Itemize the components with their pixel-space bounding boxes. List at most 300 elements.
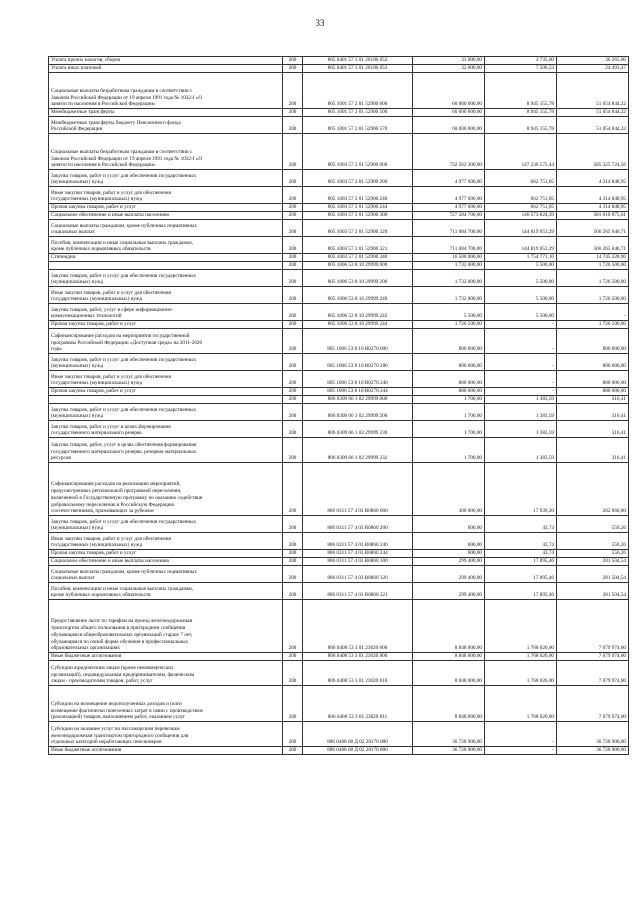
row-name-cell	[49, 287, 283, 304]
row-unexecuted-amount-cell	[557, 421, 629, 438]
row-approved-amount-text: 5 500,00	[463, 313, 482, 320]
row-executed-amount-cell	[485, 371, 557, 388]
row-unexecuted-amount-cell	[557, 516, 629, 533]
row-unexecuted-amount-text: 800 000,00	[602, 363, 626, 370]
row-name-cell	[49, 747, 283, 755]
table-row	[49, 304, 629, 321]
row-name-text: Субсидии на оказание услуг по пассажирским перевозкам железнодорожным транспортом пригородного сообщения для отдельных категорий неработающих пенсионеров	[51, 725, 189, 746]
row-executed-amount-cell	[485, 661, 557, 686]
row-approved-amount-cell	[413, 187, 485, 204]
row-approved-amount-text: 4 977 600,00	[454, 179, 482, 186]
table-row	[49, 438, 629, 463]
row-executed-amount-text: 1 768 026,00	[526, 653, 554, 660]
row-classification-code-text: 806 0408 53 3 01 23020 810	[327, 678, 388, 685]
row-approved-amount-text: 4 977 600,00	[454, 196, 482, 203]
row-name-text: Субсидии юридическим лицам (кроме некоммерческих организаций), индивидуальным предпринимателям, физическим лицам - производителям товаров, работ, услуг	[51, 664, 195, 685]
row-executed-amount-text: 5 500,00	[535, 279, 554, 286]
row-unexecuted-amount-text: 7 079 974,00	[598, 653, 626, 660]
row-line-code-cell	[283, 686, 303, 722]
row-classification-code-text: 806 0408 68 Д 02 28170 000	[327, 739, 388, 746]
row-executed-amount-cell	[485, 254, 557, 262]
row-unexecuted-amount-text: 281 504,54	[602, 575, 626, 582]
row-unexecuted-amount-text: 585 325 724,56	[593, 162, 626, 169]
row-name-text: Социальное обеспечение и иные выплаты населению	[51, 558, 170, 565]
row-approved-amount-text: 4 977 600,00	[454, 204, 482, 211]
row-line-code-cell	[283, 371, 303, 388]
row-name-cell	[49, 262, 283, 270]
row-approved-amount-text: 1 732 000,00	[454, 262, 482, 269]
row-line-code-cell	[283, 212, 303, 220]
row-classification-code-text: 805 1006 53 8 10 R0270 240	[327, 380, 388, 387]
row-classification-code-cell	[303, 57, 413, 65]
row-name-cell	[49, 583, 283, 600]
row-line-code-text: 200	[288, 363, 297, 370]
row-name-cell	[49, 421, 283, 438]
row-name-text: Межбюджетные трансферты бюджету Пенсионного фонда Российской Федерации	[51, 119, 181, 133]
row-line-code-cell	[283, 421, 303, 438]
row-classification-code-cell	[303, 237, 413, 254]
row-classification-code-cell	[303, 421, 413, 438]
row-executed-amount-text: 5 500,00	[535, 313, 554, 320]
row-line-code-text: 200	[288, 455, 297, 462]
row-unexecuted-amount-text: 36 728 900,00	[596, 747, 626, 754]
table-row	[49, 661, 629, 686]
row-unexecuted-amount-cell	[557, 170, 629, 187]
row-executed-amount-cell	[485, 388, 557, 396]
row-unexecuted-amount-text: 316,41	[611, 396, 626, 403]
row-line-code-cell	[283, 321, 303, 329]
row-line-code-text: 200	[288, 747, 297, 754]
row-unexecuted-amount-text: 281 504,54	[602, 558, 626, 565]
row-name-cell	[49, 270, 283, 287]
row-executed-amount-cell	[485, 73, 557, 109]
row-unexecuted-amount-cell	[557, 583, 629, 600]
row-executed-amount-cell	[485, 421, 557, 438]
row-name-text: Закупка товаров, работ, услуг в целях обеспечения формирования государственного материального резерва, резервов материальных ресурсов	[51, 441, 197, 462]
page-number: 33	[315, 18, 325, 28]
table-row	[49, 262, 629, 270]
table-row	[49, 329, 629, 354]
table-row	[49, 109, 629, 117]
row-classification-code-cell	[303, 304, 413, 321]
row-line-code-text: 200	[288, 592, 297, 599]
row-approved-amount-cell	[413, 65, 485, 73]
row-classification-code-cell	[303, 438, 413, 463]
row-unexecuted-amount-text: 1 726 500,00	[598, 262, 626, 269]
row-approved-amount-text: 800 000,00	[458, 363, 482, 370]
row-line-code-cell	[283, 262, 303, 270]
row-classification-code-cell	[303, 204, 413, 212]
table-row	[49, 187, 629, 204]
row-executed-amount-cell	[485, 600, 557, 653]
row-classification-code-cell	[303, 747, 413, 755]
row-unexecuted-amount-cell	[557, 438, 629, 463]
row-unexecuted-amount-cell	[557, 254, 629, 262]
row-classification-code-cell	[303, 187, 413, 204]
row-name-text: Закупка товаров, работ и услуг для обеспечения государственных (муниципальных) нужд	[51, 172, 197, 186]
row-line-code-cell	[283, 463, 303, 516]
row-executed-amount-cell	[485, 204, 557, 212]
row-unexecuted-amount-text: 800 000,00	[602, 388, 626, 395]
row-name-text: Иные закупки товаров, работ и услуг для обеспечения государственных (муниципальных) нужд	[51, 535, 171, 549]
row-unexecuted-amount-cell	[557, 109, 629, 117]
row-unexecuted-amount-cell	[557, 187, 629, 204]
row-classification-code-cell	[303, 566, 413, 583]
row-name-text: Иные бюджетные ассигнования	[51, 653, 122, 660]
row-line-code-cell	[283, 388, 303, 396]
row-executed-amount-text: 17 939,20	[533, 508, 554, 515]
row-classification-code-cell	[303, 287, 413, 304]
table-row	[49, 65, 629, 73]
row-line-code-cell	[283, 220, 303, 237]
row-approved-amount-cell	[413, 329, 485, 354]
row-executed-amount-text: 662 751,05	[530, 204, 554, 211]
row-executed-amount-text: -	[552, 388, 554, 395]
row-line-code-cell	[283, 57, 303, 65]
row-name-text: Пособия, компенсации и иные социальные выплаты гражданам, кроме публичных нормативных обязательств	[51, 239, 193, 253]
row-classification-code-cell	[303, 109, 413, 117]
row-classification-code-text: 806 0311 57 4 03 R0860 321	[327, 592, 388, 599]
row-approved-amount-cell	[413, 371, 485, 388]
table-row	[49, 117, 629, 134]
row-line-code-text: 200	[288, 413, 297, 420]
row-executed-amount-text: 17 895,46	[533, 575, 554, 582]
row-name-text: Закупка товаров, работ и услуг для обеспечения государственных (муниципальных) нужд	[51, 356, 197, 370]
row-name-text: Социальные выплаты гражданам, кроме публичных нормативных социальных выплат	[51, 568, 197, 582]
row-approved-amount-cell	[413, 170, 485, 187]
row-unexecuted-amount-cell	[557, 747, 629, 755]
row-unexecuted-amount-text: 4 314 848,95	[598, 196, 626, 203]
row-line-code-text: 200	[288, 550, 297, 557]
row-unexecuted-amount-text: 1 726 500,00	[598, 321, 626, 328]
table-row	[49, 134, 629, 170]
row-unexecuted-amount-cell	[557, 237, 629, 254]
row-name-text: Иные бюджетные ассигнования	[51, 747, 122, 754]
row-unexecuted-amount-text: 7 079 974,00	[598, 678, 626, 685]
row-line-code-cell	[283, 117, 303, 134]
row-line-code-cell	[283, 566, 303, 583]
row-line-code-text: 200	[288, 212, 297, 219]
row-line-code-text: 200	[288, 254, 297, 261]
row-classification-code-cell	[303, 270, 413, 287]
row-name-cell	[49, 187, 283, 204]
row-executed-amount-text: -	[552, 346, 554, 353]
row-classification-code-text: 805 1006 53 8 10 29999 200	[327, 279, 388, 286]
table-row	[49, 722, 629, 747]
row-name-cell	[49, 237, 283, 254]
row-line-code-text: 200	[288, 126, 297, 133]
row-executed-amount-text: 2 735,00	[535, 57, 554, 64]
row-executed-amount-text: 662 751,05	[530, 179, 554, 186]
table-row	[49, 220, 629, 237]
row-executed-amount-text: 5 500,00	[535, 296, 554, 303]
row-executed-amount-text: 144 819 053,29	[521, 229, 554, 236]
row-unexecuted-amount-cell	[557, 600, 629, 653]
row-approved-amount-cell	[413, 117, 485, 134]
row-approved-amount-text: 800 000,00	[458, 380, 482, 387]
row-line-code-cell	[283, 304, 303, 321]
row-name-text: Уплата иных платежей	[51, 65, 102, 72]
row-approved-amount-cell	[413, 73, 485, 109]
row-approved-amount-text: 800 000,00	[458, 388, 482, 395]
row-line-code-cell	[283, 533, 303, 550]
table-row	[49, 404, 629, 421]
row-executed-amount-text: 7 506,53	[535, 65, 554, 72]
row-name-text: Софинансирование расходов на реализацию мероприятий, предусмотренных региональной программой переселения, включенной в Государственную программу по оказанию содействия добровольному переселению в Российскую Федерацию соотечественников, проживающих за рубежом	[51, 481, 203, 515]
table-row	[49, 516, 629, 533]
row-approved-amount-text: 727 584 700,00	[449, 212, 482, 219]
row-classification-code-cell	[303, 170, 413, 187]
row-approved-amount-cell	[413, 550, 485, 558]
row-unexecuted-amount-text: 316,41	[611, 413, 626, 420]
row-classification-code-text: 805 1003 57 2 01 52900 321	[327, 246, 388, 253]
table-row	[49, 170, 629, 187]
row-classification-code-cell	[303, 653, 413, 661]
row-unexecuted-amount-cell	[557, 558, 629, 566]
row-unexecuted-amount-text: 800 000,00	[602, 346, 626, 353]
row-executed-amount-cell	[485, 109, 557, 117]
row-classification-code-text: 805 1006 53 8 10 R0270 244	[327, 388, 388, 395]
row-name-cell	[49, 438, 283, 463]
row-classification-code-text: 806 0311 57 4 03 R0860 300	[327, 558, 388, 565]
row-classification-code-text: 805 1003 57 2 01 52900 240	[327, 196, 388, 203]
row-line-code-cell	[283, 583, 303, 600]
row-name-cell	[49, 329, 283, 354]
row-approved-amount-text: 33 000,00	[461, 57, 482, 64]
row-approved-amount-text: 300 000,00	[458, 508, 482, 515]
row-classification-code-text: 806 0408 53 3 01 23020 800	[327, 653, 388, 660]
row-classification-code-cell	[303, 396, 413, 404]
row-approved-amount-cell	[413, 583, 485, 600]
row-unexecuted-amount-cell	[557, 329, 629, 354]
row-classification-code-text: 806 0309 66 1 02 29999 000	[327, 396, 388, 403]
row-executed-amount-cell	[485, 463, 557, 516]
row-name-cell	[49, 254, 283, 262]
row-line-code-text: 200	[288, 542, 297, 549]
row-classification-code-cell	[303, 516, 413, 533]
row-executed-amount-cell	[485, 583, 557, 600]
row-line-code-text: 200	[288, 430, 297, 437]
row-unexecuted-amount-text: 51 054 844,22	[596, 126, 626, 133]
row-unexecuted-amount-text: 1 726 500,00	[598, 279, 626, 286]
row-approved-amount-cell	[413, 653, 485, 661]
row-unexecuted-amount-text: 24 493,47	[605, 65, 626, 72]
row-name-cell	[49, 117, 283, 134]
row-classification-code-cell	[303, 117, 413, 134]
row-executed-amount-cell	[485, 170, 557, 187]
row-line-code-cell	[283, 661, 303, 686]
row-name-cell	[49, 516, 283, 533]
row-name-text: Закупка товаров, работ и услуг для обеспечения государственных (муниципальных) нужд	[51, 272, 197, 286]
table-row	[49, 686, 629, 722]
row-name-cell	[49, 65, 283, 73]
row-unexecuted-amount-cell	[557, 550, 629, 558]
row-line-code-text: 200	[288, 678, 297, 685]
row-executed-amount-text: 1 383,59	[535, 455, 554, 462]
row-executed-amount-cell	[485, 304, 557, 321]
row-unexecuted-amount-cell	[557, 661, 629, 686]
row-classification-code-text: 805 1001 57 2 01 52900 000	[327, 101, 388, 108]
row-name-text: Иные закупки товаров, работ и услуг для обеспечения государственных (муниципальных) нужд	[51, 289, 171, 303]
row-classification-code-cell	[303, 550, 413, 558]
row-approved-amount-text: 60 000 000,00	[452, 109, 482, 116]
row-line-code-text: 200	[288, 196, 297, 203]
row-executed-amount-text: 144 819 053,29	[521, 246, 554, 253]
row-executed-amount-text: 1 768 026,00	[526, 678, 554, 685]
row-name-cell	[49, 600, 283, 653]
row-line-code-cell	[283, 600, 303, 653]
row-line-code-cell	[283, 204, 303, 212]
row-unexecuted-amount-cell	[557, 117, 629, 134]
row-executed-amount-cell	[485, 566, 557, 583]
table-row	[49, 558, 629, 566]
row-approved-amount-cell	[413, 270, 485, 287]
row-name-text: Пособия, компенсации и иные социальные выплаты гражданам, кроме публичных нормативных обязательств	[51, 585, 193, 599]
row-approved-amount-cell	[413, 388, 485, 396]
row-name-cell	[49, 354, 283, 371]
row-name-text: Социальные выплаты гражданам, кроме публичных нормативных социальных выплат	[51, 222, 197, 236]
row-unexecuted-amount-cell	[557, 653, 629, 661]
row-executed-amount-cell	[485, 57, 557, 65]
row-unexecuted-amount-text: 800 000,00	[602, 380, 626, 387]
row-name-text: Социальное обеспечение и иные выплаты населению	[51, 212, 170, 219]
row-approved-amount-text: 600,00	[467, 550, 482, 557]
row-line-code-cell	[283, 170, 303, 187]
row-executed-amount-cell	[485, 220, 557, 237]
row-approved-amount-text: 711 084 700,00	[449, 246, 482, 253]
row-approved-amount-cell	[413, 287, 485, 304]
row-line-code-text: 200	[288, 109, 297, 116]
row-approved-amount-cell	[413, 254, 485, 262]
table-row	[49, 270, 629, 287]
row-line-code-text: 200	[288, 162, 297, 169]
table-row	[49, 653, 629, 661]
row-executed-amount-text: 8 945 155,78	[526, 126, 554, 133]
row-executed-amount-cell	[485, 653, 557, 661]
row-approved-amount-cell	[413, 262, 485, 270]
row-approved-amount-text: 32 000,00	[461, 65, 482, 72]
row-approved-amount-text: 732 562 300,00	[449, 162, 482, 169]
row-approved-amount-cell	[413, 600, 485, 653]
row-executed-amount-text: 662 751,05	[530, 196, 554, 203]
row-name-cell	[49, 396, 283, 404]
row-line-code-cell	[283, 287, 303, 304]
row-approved-amount-text: 600,00	[467, 542, 482, 549]
row-unexecuted-amount-text: 14 745 228,90	[596, 254, 626, 261]
row-executed-amount-cell	[485, 270, 557, 287]
budget-execution-table	[48, 56, 629, 755]
row-executed-amount-cell	[485, 187, 557, 204]
row-name-text: Иные закупки товаров, работ и услуг для обеспечения государственных (муниципальных) нужд	[51, 189, 171, 203]
row-classification-code-cell	[303, 134, 413, 170]
row-approved-amount-cell	[413, 109, 485, 117]
row-executed-amount-cell	[485, 396, 557, 404]
table-row	[49, 533, 629, 550]
row-unexecuted-amount-cell	[557, 388, 629, 396]
row-line-code-text: 200	[288, 313, 297, 320]
row-classification-code-cell	[303, 600, 413, 653]
row-approved-amount-cell	[413, 438, 485, 463]
table-row	[49, 550, 629, 558]
row-unexecuted-amount-text: 1 726 500,00	[598, 296, 626, 303]
row-executed-amount-cell	[485, 262, 557, 270]
row-approved-amount-cell	[413, 686, 485, 722]
row-classification-code-text: 805 1006 53 8 10 R0270 000	[327, 346, 388, 353]
row-approved-amount-text: 711 084 700,00	[449, 229, 482, 236]
row-unexecuted-amount-cell	[557, 722, 629, 747]
row-executed-amount-cell	[485, 533, 557, 550]
row-classification-code-text: 806 0309 66 1 02 29999 232	[327, 455, 388, 462]
row-name-cell	[49, 566, 283, 583]
row-classification-code-text: 805 0401 57 3 01 20190 852	[327, 57, 388, 64]
row-executed-amount-cell	[485, 722, 557, 747]
row-classification-code-cell	[303, 262, 413, 270]
row-classification-code-text: 805 1001 57 2 01 52900 570	[327, 126, 388, 133]
row-classification-code-text: 806 0408 53 3 01 23020 811	[327, 714, 388, 721]
row-unexecuted-amount-cell	[557, 686, 629, 722]
row-line-code-text: 200	[288, 508, 297, 515]
row-executed-amount-cell	[485, 550, 557, 558]
row-approved-amount-text: 1 726 500,00	[454, 321, 482, 328]
row-unexecuted-amount-cell	[557, 220, 629, 237]
row-line-code-text: 200	[288, 525, 297, 532]
row-classification-code-cell	[303, 661, 413, 686]
row-name-text: Предоставление льгот по тарифам на проезд железнодорожным транспортом общего пользования в пригородном сообщении обучающимся общеобразовательных организаций старше 7 лет, обучающимся по очной форме обучения в профессиональных образовательных организациях	[51, 618, 193, 652]
row-executed-amount-cell	[485, 558, 557, 566]
row-line-code-text: 200	[288, 396, 297, 403]
row-line-code-text: 200	[288, 279, 297, 286]
row-executed-amount-cell	[485, 134, 557, 170]
table-row	[49, 396, 629, 404]
row-executed-amount-text: -	[552, 380, 554, 387]
row-classification-code-text: 806 0408 53 3 01 23020 000	[327, 645, 388, 652]
table-row	[49, 321, 629, 329]
row-classification-code-text: 806 0311 57 4 03 R0860 240	[327, 542, 388, 549]
row-line-code-cell	[283, 722, 303, 747]
row-unexecuted-amount-cell	[557, 287, 629, 304]
row-executed-amount-text: 43,74	[542, 550, 554, 557]
row-name-cell	[49, 388, 283, 396]
row-unexecuted-amount-text: 36 728 900,00	[596, 739, 626, 746]
row-unexecuted-amount-text: 556,26	[611, 525, 626, 532]
row-line-code-cell	[283, 516, 303, 533]
table-row	[49, 583, 629, 600]
row-name-cell	[49, 550, 283, 558]
row-unexecuted-amount-text: 282 060,80	[602, 508, 626, 515]
row-classification-code-text: 805 1006 53 8 10 R0270 200	[327, 363, 388, 370]
row-line-code-cell	[283, 109, 303, 117]
row-unexecuted-amount-cell	[557, 204, 629, 212]
row-unexecuted-amount-text: 4 314 848,95	[598, 204, 626, 211]
row-approved-amount-text: 60 000 000,00	[452, 126, 482, 133]
row-approved-amount-cell	[413, 722, 485, 747]
row-executed-amount-text: 146 573 824,39	[521, 212, 554, 219]
row-classification-code-cell	[303, 388, 413, 396]
row-classification-code-cell	[303, 371, 413, 388]
table-row	[49, 212, 629, 220]
row-name-cell	[49, 170, 283, 187]
row-unexecuted-amount-text: 556,26	[611, 550, 626, 557]
row-executed-amount-text: 1 383,59	[535, 396, 554, 403]
row-name-cell	[49, 653, 283, 661]
row-name-text: Прочая закупка товаров, работ и услуг	[51, 204, 137, 211]
table-row	[49, 73, 629, 109]
row-line-code-cell	[283, 134, 303, 170]
table-row	[49, 463, 629, 516]
row-approved-amount-text: 8 848 000,00	[454, 678, 482, 685]
row-unexecuted-amount-text: 316,41	[611, 455, 626, 462]
row-approved-amount-cell	[413, 421, 485, 438]
